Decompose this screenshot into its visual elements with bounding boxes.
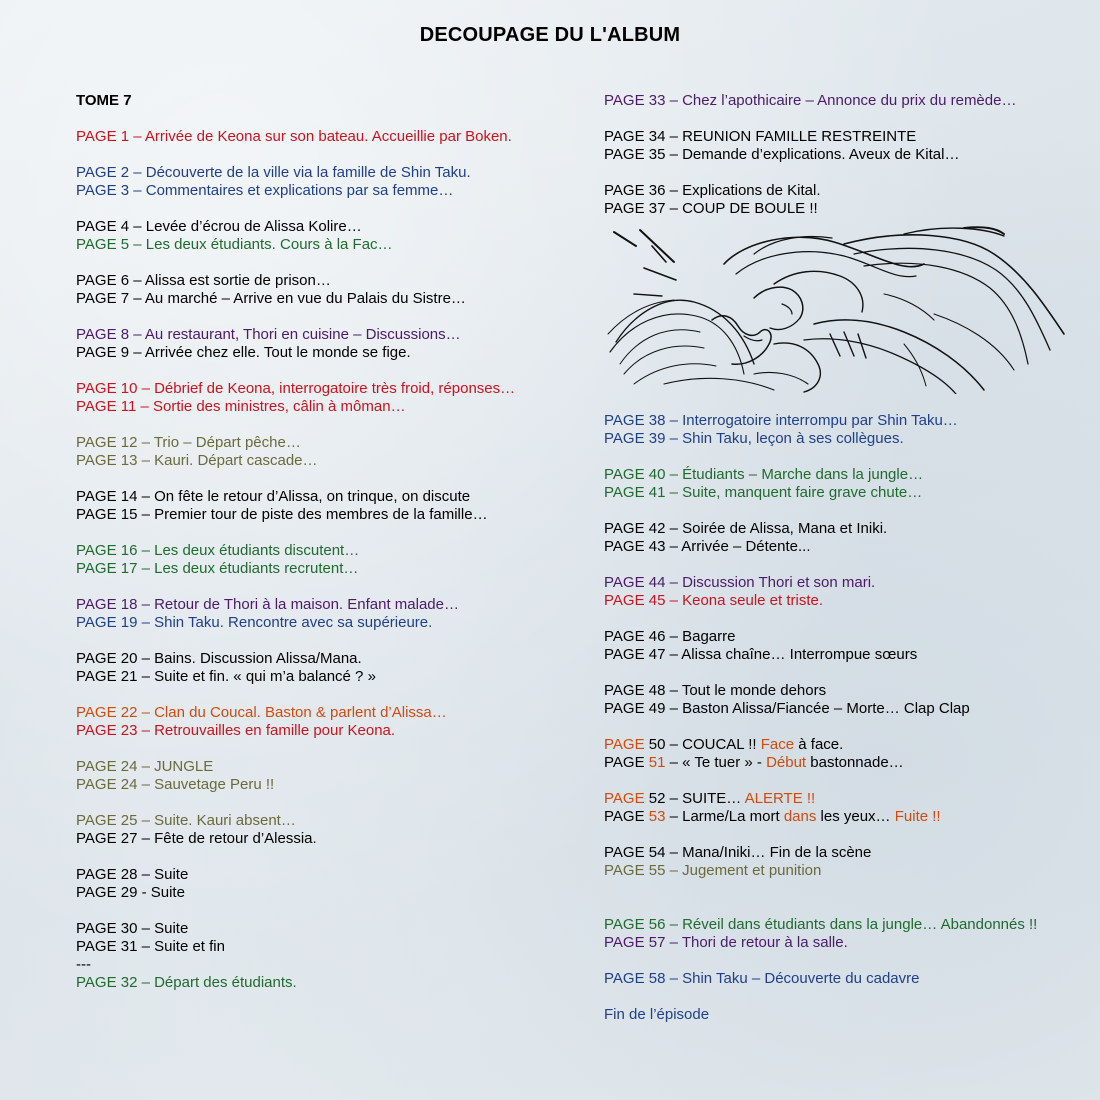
- entry-page-42: PAGE 42 – Soirée de Alissa, Mana et Iniki.: [604, 520, 888, 537]
- entry-page-11: PAGE 11 – Sortie des ministres, câlin à môman…: [76, 398, 406, 415]
- entry-page-55: PAGE 55 – Jugement et punition: [604, 862, 822, 879]
- entry-page-1: PAGE 1 – Arrivée de Keona sur son bateau. Accueillie par Boken.: [76, 128, 512, 145]
- entry-page-45: PAGE 45 – Keona seule et triste.: [604, 592, 824, 609]
- entry-page-51-label: PAGE: [604, 754, 649, 771]
- sketch-two-characters-image: [604, 224, 1074, 394]
- entry-page-18: PAGE 18 – Retour de Thori à la maison. Enfant malade…: [76, 596, 459, 613]
- entry-page-43: PAGE 43 – Arrivée – Détente...: [604, 538, 811, 555]
- right-column: [604, 92, 1084, 1024]
- entry-page-51-end: bastonnade…: [806, 754, 904, 771]
- entry-page-13: PAGE 13 – Kauri. Départ cascade…: [76, 452, 318, 469]
- entry-page-29: PAGE 29 - Suite: [76, 884, 185, 901]
- entry-page-15: PAGE 15 – Premier tour de piste des membres de la famille…: [76, 506, 488, 523]
- entry-page-53-highlight-dans: dans: [783, 808, 817, 825]
- entry-page-27: PAGE 27 – Fête de retour d’Alessia.: [76, 830, 317, 847]
- entry-page-36: PAGE 36 – Explications de Kital.: [604, 182, 821, 199]
- entry-page-46: PAGE 46 – Bagarre: [604, 628, 736, 645]
- entry-page-20: PAGE 20 – Bains. Discussion Alissa/Mana.: [76, 650, 362, 667]
- entry-page-41: PAGE 41 – Suite, manquent faire grave chute…: [604, 484, 923, 501]
- entry-page-52-highlight: ALERTE !!: [744, 790, 816, 807]
- episode-end: Fin de l’épisode: [604, 1006, 710, 1023]
- entry-page-53-number: 53: [648, 808, 666, 825]
- entry-page-39: PAGE 39 – Shin Taku, leçon à ses collègues.: [604, 430, 904, 447]
- entry-page-57: PAGE 57 – Thori de retour à la salle.: [604, 934, 848, 951]
- entry-page-38: PAGE 38 – Interrogatoire interrompu par Shin Taku…: [604, 412, 958, 429]
- entry-page-49: PAGE 49 – Baston Alissa/Fiancée – Morte… Clap Clap: [604, 700, 970, 717]
- entry-page-56: PAGE 56 – Réveil dans étudiants dans la jungle… Abandonnés !!: [604, 916, 1038, 933]
- entry-page-8: PAGE 8 – Au restaurant, Thori en cuisine – Discussions…: [76, 326, 461, 343]
- entry-page-25: PAGE 25 – Suite. Kauri absent…: [76, 812, 296, 829]
- entry-page-52-label: PAGE: [604, 790, 645, 807]
- entry-page-53: [604, 808, 1084, 826]
- entry-page-52: [604, 790, 1084, 808]
- entry-page-14: PAGE 14 – On fête le retour d’Alissa, on trinque, on discute: [76, 488, 471, 505]
- entry-page-53-text-2: les yeux…: [816, 808, 895, 825]
- entry-page-53-label: PAGE: [604, 808, 649, 825]
- entry-page-40: PAGE 40 – Étudiants – Marche dans la jungle…: [604, 466, 924, 483]
- entry-page-58: PAGE 58 – Shin Taku – Découverte du cadavre: [604, 970, 920, 987]
- entry-page-50: [604, 736, 1084, 754]
- entry-page-10: PAGE 10 – Débrief de Keona, interrogatoire très froid, réponses…: [76, 380, 516, 397]
- entry-page-53-highlight-fuite: Fuite !!: [894, 808, 941, 825]
- tome-heading: TOME 7: [76, 92, 132, 109]
- entry-page-21: PAGE 21 – Suite et fin. « qui m’a balancé ? »: [76, 668, 376, 685]
- entry-page-24-sauvetage: PAGE 24 – Sauvetage Peru !!: [76, 776, 275, 793]
- entry-page-17: PAGE 17 – Les deux étudiants recrutent…: [76, 560, 359, 577]
- entry-page-28: PAGE 28 – Suite: [76, 866, 189, 883]
- entry-page-22: PAGE 22 – Clan du Coucal. Baston & parlent d’Alissa…: [76, 704, 447, 721]
- entry-page-12: PAGE 12 – Trio – Départ pêche…: [76, 434, 301, 451]
- entry-page-31: PAGE 31 – Suite et fin: [76, 938, 225, 955]
- entry-page-33: PAGE 33 – Chez l’apothicaire – Annonce du prix du remède…: [604, 92, 1017, 109]
- entry-page-3: PAGE 3 – Commentaires et explications par sa femme…: [76, 182, 454, 199]
- entry-page-51-highlight: Début: [766, 754, 807, 771]
- entry-page-4: PAGE 4 – Levée d’écrou de Alissa Kolire…: [76, 218, 362, 235]
- entry-page-5: PAGE 5 – Les deux étudiants. Cours à la Fac…: [76, 236, 393, 253]
- entry-page-54: PAGE 54 – Mana/Iniki… Fin de la scène: [604, 844, 872, 861]
- entry-page-16: PAGE 16 – Les deux étudiants discutent…: [76, 542, 360, 559]
- entry-page-47: PAGE 47 – Alissa chaîne… Interrompue sœurs: [604, 646, 918, 663]
- entry-page-32: PAGE 32 – Départ des étudiants.: [76, 974, 297, 991]
- left-column: [76, 92, 576, 992]
- entry-page-24-jungle: PAGE 24 – JUNGLE: [76, 758, 214, 775]
- entry-page-50-end: à face.: [794, 736, 844, 753]
- entry-page-7: PAGE 7 – Au marché – Arrive en vue du Palais du Sistre…: [76, 290, 466, 307]
- page-title: DECOUPAGE DU L'ALBUM: [419, 24, 681, 46]
- entry-page-50-label: PAGE: [604, 736, 645, 753]
- entry-page-51-text: – « Te tuer » -: [665, 754, 767, 771]
- entry-page-51: [604, 754, 1084, 772]
- entry-page-19: PAGE 19 – Shin Taku. Rencontre avec sa supérieure.: [76, 614, 433, 631]
- entry-page-9: PAGE 9 – Arrivée chez elle. Tout le monde se fige.: [76, 344, 411, 361]
- entry-page-35: PAGE 35 – Demande d’explications. Aveux de Kital…: [604, 146, 960, 163]
- entry-page-37: PAGE 37 – COUP DE BOULE !!: [604, 200, 818, 217]
- entry-page-50-highlight: Face: [760, 736, 795, 753]
- entry-page-50-text: 50 – COUCAL !!: [644, 736, 761, 753]
- entry-page-34: PAGE 34 – REUNION FAMILLE RESTREINTE: [604, 128, 917, 145]
- entry-page-44: PAGE 44 – Discussion Thori et son mari.: [604, 574, 876, 591]
- entry-page-6: PAGE 6 – Alissa est sortie de prison…: [76, 272, 331, 289]
- entry-page-48: PAGE 48 – Tout le monde dehors: [604, 682, 827, 699]
- entry-page-51-number: 51: [648, 754, 666, 771]
- entry-page-23: PAGE 23 – Retrouvailles en famille pour Keona.: [76, 722, 396, 739]
- entry-page-30: PAGE 30 – Suite: [76, 920, 189, 937]
- separator: ---: [76, 956, 91, 973]
- sketch-illustration: [604, 224, 1084, 412]
- entry-page-53-text: – Larme/La mort: [665, 808, 784, 825]
- entry-page-52-text: 52 – SUITE…: [644, 790, 745, 807]
- entry-page-2: PAGE 2 – Découverte de la ville via la famille de Shin Taku.: [76, 164, 471, 181]
